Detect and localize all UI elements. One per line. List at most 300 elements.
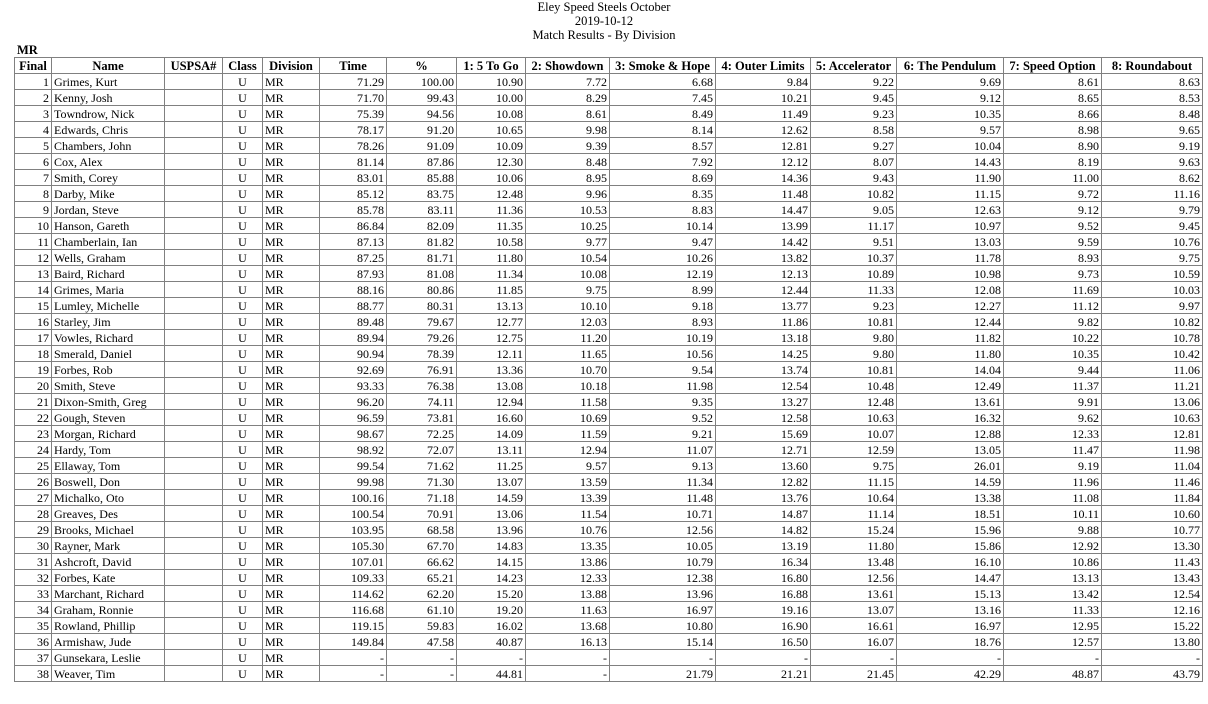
table-cell: MR <box>263 490 320 506</box>
table-row <box>15 538 1203 554</box>
table-cell: 9.19 <box>1102 138 1203 154</box>
table-cell: 11.49 <box>716 106 811 122</box>
table-cell: 62.20 <box>387 586 457 602</box>
table-row <box>15 570 1203 586</box>
table-cell: 11.80 <box>457 250 526 266</box>
table-cell: Darby, Mike <box>52 186 165 202</box>
table-cell: 32 <box>15 570 52 586</box>
table-cell: 93.33 <box>320 378 387 394</box>
table-cell: Edwards, Chris <box>52 122 165 138</box>
column-header: 8: Roundabout <box>1102 58 1203 74</box>
table-cell: 10.19 <box>610 330 716 346</box>
table-cell: 12.19 <box>610 266 716 282</box>
table-cell: 12.03 <box>526 314 610 330</box>
table-cell: 21.79 <box>610 666 716 682</box>
table-cell: 9.75 <box>1102 250 1203 266</box>
table-cell: U <box>223 650 263 666</box>
table-cell: 10.56 <box>610 346 716 362</box>
table-cell: 10.08 <box>526 266 610 282</box>
table-row <box>15 346 1203 362</box>
table-cell: MR <box>263 666 320 682</box>
table-cell: 11.33 <box>1004 602 1102 618</box>
table-cell: 9.72 <box>1004 186 1102 202</box>
table-cell: - <box>320 650 387 666</box>
table-cell: Ellaway, Tom <box>52 458 165 474</box>
table-cell: 9.39 <box>526 138 610 154</box>
table-cell: 48.87 <box>1004 666 1102 682</box>
table-cell <box>165 570 223 586</box>
table-cell <box>165 362 223 378</box>
table-cell: 10.80 <box>610 618 716 634</box>
table-cell: 13.18 <box>716 330 811 346</box>
table-cell: 10.64 <box>811 490 897 506</box>
table-cell: 13.96 <box>457 522 526 538</box>
table-cell: 12.92 <box>1004 538 1102 554</box>
table-cell: 16.88 <box>716 586 811 602</box>
table-cell: 8.61 <box>526 106 610 122</box>
table-cell: 9.82 <box>1004 314 1102 330</box>
table-cell <box>165 234 223 250</box>
table-row <box>15 410 1203 426</box>
table-cell: MR <box>263 554 320 570</box>
table-cell: 8.61 <box>1004 74 1102 90</box>
table-cell: U <box>223 74 263 90</box>
table-cell: 5 <box>15 138 52 154</box>
table-cell: 10.78 <box>1102 330 1203 346</box>
table-cell: 12.33 <box>526 570 610 586</box>
table-cell: 10.70 <box>526 362 610 378</box>
table-cell: 9.27 <box>811 138 897 154</box>
table-cell: 12.81 <box>716 138 811 154</box>
table-row <box>15 298 1203 314</box>
table-cell: 26 <box>15 474 52 490</box>
table-cell: 114.62 <box>320 586 387 602</box>
table-cell: 76.91 <box>387 362 457 378</box>
column-header: 7: Speed Option <box>1004 58 1102 74</box>
table-cell: 34 <box>15 602 52 618</box>
table-row <box>15 650 1203 666</box>
table-row <box>15 602 1203 618</box>
table-cell: 6.68 <box>610 74 716 90</box>
table-cell: 9.45 <box>1102 218 1203 234</box>
table-cell: Forbes, Kate <box>52 570 165 586</box>
table-cell: 8.95 <box>526 170 610 186</box>
table-cell: 10.79 <box>610 554 716 570</box>
table-cell: 12.77 <box>457 314 526 330</box>
match-title: Eley Speed Steels October <box>537 0 671 14</box>
table-cell: 16.07 <box>811 634 897 650</box>
table-cell: 35 <box>15 618 52 634</box>
table-cell: 19.20 <box>457 602 526 618</box>
table-cell: 10.53 <box>526 202 610 218</box>
table-cell: 13.27 <box>716 394 811 410</box>
table-cell: MR <box>263 362 320 378</box>
table-row <box>15 202 1203 218</box>
table-cell: 96.20 <box>320 394 387 410</box>
table-cell: MR <box>263 506 320 522</box>
table-cell: 90.94 <box>320 346 387 362</box>
table-cell: 9.52 <box>610 410 716 426</box>
table-cell: 10.22 <box>1004 330 1102 346</box>
table-cell: Lumley, Michelle <box>52 298 165 314</box>
table-cell <box>165 90 223 106</box>
table-cell: 116.68 <box>320 602 387 618</box>
table-cell: 20 <box>15 378 52 394</box>
table-cell <box>165 554 223 570</box>
table-cell: 14.23 <box>457 570 526 586</box>
table-cell: 12.44 <box>897 314 1004 330</box>
table-cell <box>165 538 223 554</box>
report-subtitle: Match Results - By Division <box>532 28 676 42</box>
table-cell: 91.20 <box>387 122 457 138</box>
table-cell <box>165 586 223 602</box>
table-cell: Hanson, Gareth <box>52 218 165 234</box>
table-cell: 19.16 <box>716 602 811 618</box>
table-cell: - <box>387 666 457 682</box>
table-cell: U <box>223 234 263 250</box>
table-cell: 11.06 <box>1102 362 1203 378</box>
table-row <box>15 490 1203 506</box>
table-cell: Towndrow, Nick <box>52 106 165 122</box>
table-cell: 9.57 <box>526 458 610 474</box>
table-cell: 15.13 <box>897 586 1004 602</box>
table-cell: 13 <box>15 266 52 282</box>
table-cell: 85.12 <box>320 186 387 202</box>
table-cell: Boswell, Don <box>52 474 165 490</box>
table-cell: Smith, Corey <box>52 170 165 186</box>
table-cell: 10.98 <box>897 266 1004 282</box>
table-cell: 9.59 <box>1004 234 1102 250</box>
table-cell: 14.09 <box>457 426 526 442</box>
table-cell: 10.76 <box>526 522 610 538</box>
table-cell: 70.91 <box>387 506 457 522</box>
table-cell: 13.13 <box>1004 570 1102 586</box>
table-cell: 13.36 <box>457 362 526 378</box>
table-row <box>15 282 1203 298</box>
table-cell: 13.74 <box>716 362 811 378</box>
table-cell: 10.14 <box>610 218 716 234</box>
table-cell: 13.07 <box>811 602 897 618</box>
table-cell: 9.57 <box>897 122 1004 138</box>
table-cell: 12.63 <box>897 202 1004 218</box>
table-cell: Weaver, Tim <box>52 666 165 682</box>
table-cell: 3 <box>15 106 52 122</box>
table-cell: 13.76 <box>716 490 811 506</box>
table-cell <box>165 314 223 330</box>
table-cell: 7.45 <box>610 90 716 106</box>
table-cell: - <box>811 650 897 666</box>
table-cell: U <box>223 666 263 682</box>
table-cell <box>165 138 223 154</box>
table-cell: MR <box>263 378 320 394</box>
table-cell: U <box>223 538 263 554</box>
table-cell: 12.27 <box>897 298 1004 314</box>
table-cell: 100.00 <box>387 74 457 90</box>
table-row <box>15 634 1203 650</box>
table-cell: 16.60 <box>457 410 526 426</box>
table-cell: 23 <box>15 426 52 442</box>
table-cell: 8.99 <box>610 282 716 298</box>
table-cell: 10.76 <box>1102 234 1203 250</box>
table-cell: 87.13 <box>320 234 387 250</box>
table-cell: 11.85 <box>457 282 526 298</box>
table-cell: U <box>223 250 263 266</box>
table-cell: 83.01 <box>320 170 387 186</box>
table-cell: Brooks, Michael <box>52 522 165 538</box>
table-cell: 12.71 <box>716 442 811 458</box>
table-cell: 8.19 <box>1004 154 1102 170</box>
table-cell: U <box>223 362 263 378</box>
table-cell <box>165 186 223 202</box>
table-cell: 71.70 <box>320 90 387 106</box>
table-cell: U <box>223 314 263 330</box>
table-cell: 10.25 <box>526 218 610 234</box>
table-cell: 10.81 <box>811 314 897 330</box>
table-cell: 42.29 <box>897 666 1004 682</box>
table-cell: 65.21 <box>387 570 457 586</box>
table-cell: 12.59 <box>811 442 897 458</box>
table-cell: 12.08 <box>897 282 1004 298</box>
table-cell: 10.05 <box>610 538 716 554</box>
table-cell: - <box>897 650 1004 666</box>
table-cell: 31 <box>15 554 52 570</box>
table-cell: 9.18 <box>610 298 716 314</box>
table-cell: 11.78 <box>897 250 1004 266</box>
table-cell: 100.16 <box>320 490 387 506</box>
table-cell: 11.59 <box>526 426 610 442</box>
table-cell: 8.66 <box>1004 106 1102 122</box>
table-cell: MR <box>263 634 320 650</box>
table-cell: 11.63 <box>526 602 610 618</box>
table-cell: 10.26 <box>610 250 716 266</box>
table-cell: 7.92 <box>610 154 716 170</box>
table-cell: 13.48 <box>811 554 897 570</box>
table-cell: 88.16 <box>320 282 387 298</box>
table-cell: 13.43 <box>1102 570 1203 586</box>
table-cell: 12.30 <box>457 154 526 170</box>
table-cell: - <box>320 666 387 682</box>
table-cell: 13.08 <box>457 378 526 394</box>
table-cell: 11 <box>15 234 52 250</box>
table-cell: U <box>223 522 263 538</box>
table-cell: U <box>223 426 263 442</box>
table-cell: 2 <box>15 90 52 106</box>
table-cell: 100.54 <box>320 506 387 522</box>
table-cell: 14.36 <box>716 170 811 186</box>
table-cell: Gunsekara, Leslie <box>52 650 165 666</box>
table-cell: 13.03 <box>897 234 1004 250</box>
table-cell: 85.88 <box>387 170 457 186</box>
table-cell: U <box>223 378 263 394</box>
table-cell: 98.92 <box>320 442 387 458</box>
table-cell: Greaves, Des <box>52 506 165 522</box>
table-cell <box>165 106 223 122</box>
table-row <box>15 234 1203 250</box>
table-cell: - <box>387 650 457 666</box>
table-row <box>15 458 1203 474</box>
table-cell: 13.96 <box>610 586 716 602</box>
table-cell: 15.20 <box>457 586 526 602</box>
table-cell: U <box>223 618 263 634</box>
table-cell: U <box>223 90 263 106</box>
table-cell: 10.03 <box>1102 282 1203 298</box>
table-cell: U <box>223 154 263 170</box>
table-cell: U <box>223 410 263 426</box>
table-cell: 14.47 <box>897 570 1004 586</box>
table-cell: 87.93 <box>320 266 387 282</box>
table-cell: 14.83 <box>457 538 526 554</box>
table-row <box>15 522 1203 538</box>
table-cell: Chamberlain, Ian <box>52 234 165 250</box>
table-cell: 16.32 <box>897 410 1004 426</box>
table-cell: MR <box>263 474 320 490</box>
column-header: % <box>387 58 457 74</box>
match-date: 2019-10-12 <box>574 14 634 28</box>
table-cell: MR <box>263 570 320 586</box>
table-cell <box>165 250 223 266</box>
table-cell: 9.97 <box>1102 298 1203 314</box>
table-cell: 16.90 <box>716 618 811 634</box>
table-cell: Chambers, John <box>52 138 165 154</box>
table-cell: 9.88 <box>1004 522 1102 538</box>
table-cell: 1 <box>15 74 52 90</box>
table-cell: 10.82 <box>1102 314 1203 330</box>
table-cell: 72.25 <box>387 426 457 442</box>
table-cell: 12.94 <box>457 394 526 410</box>
table-cell: 10.35 <box>1004 346 1102 362</box>
table-cell: 8.58 <box>811 122 897 138</box>
table-cell: 13.59 <box>526 474 610 490</box>
table-cell: 8.48 <box>526 154 610 170</box>
table-cell: 9.54 <box>610 362 716 378</box>
table-cell: 8.93 <box>610 314 716 330</box>
table-cell: 27 <box>15 490 52 506</box>
table-cell: MR <box>263 394 320 410</box>
table-row <box>15 106 1203 122</box>
table-cell: 9.05 <box>811 202 897 218</box>
table-cell: 9.35 <box>610 394 716 410</box>
column-header: 3: Smoke & Hope <box>610 58 716 74</box>
table-cell: 12 <box>15 250 52 266</box>
table-cell: MR <box>263 538 320 554</box>
table-cell: 33 <box>15 586 52 602</box>
table-cell <box>165 218 223 234</box>
table-cell: 13.35 <box>526 538 610 554</box>
table-cell: - <box>526 666 610 682</box>
table-cell: MR <box>263 458 320 474</box>
table-cell: MR <box>263 234 320 250</box>
table-cell: U <box>223 554 263 570</box>
table-cell: 13.42 <box>1004 586 1102 602</box>
table-cell <box>165 330 223 346</box>
table-cell <box>165 394 223 410</box>
header-row <box>15 58 1203 74</box>
table-cell: Morgan, Richard <box>52 426 165 442</box>
table-cell: 11.80 <box>897 346 1004 362</box>
column-header: Division <box>263 58 320 74</box>
table-cell: 44.81 <box>457 666 526 682</box>
table-cell: - <box>1004 650 1102 666</box>
table-cell: 4 <box>15 122 52 138</box>
table-cell: 87.86 <box>387 154 457 170</box>
table-cell: 9.51 <box>811 234 897 250</box>
table-cell: 8.53 <box>1102 90 1203 106</box>
table-cell <box>165 282 223 298</box>
table-cell: 12.81 <box>1102 426 1203 442</box>
table-row <box>15 266 1203 282</box>
table-cell: 8.48 <box>1102 106 1203 122</box>
table-cell: 12.54 <box>716 378 811 394</box>
table-cell <box>165 458 223 474</box>
table-cell: 10.35 <box>897 106 1004 122</box>
column-header: 4: Outer Limits <box>716 58 811 74</box>
table-cell <box>165 618 223 634</box>
table-cell: Baird, Richard <box>52 266 165 282</box>
table-cell: 9.98 <box>526 122 610 138</box>
table-cell: 13.06 <box>1102 394 1203 410</box>
table-cell: Wells, Graham <box>52 250 165 266</box>
table-cell: 81.71 <box>387 250 457 266</box>
table-cell: Gough, Steven <box>52 410 165 426</box>
table-cell: 13.80 <box>1102 634 1203 650</box>
table-cell: MR <box>263 170 320 186</box>
table-cell: 15.14 <box>610 634 716 650</box>
table-cell: Grimes, Maria <box>52 282 165 298</box>
table-cell: 11.82 <box>897 330 1004 346</box>
table-cell: 10.86 <box>1004 554 1102 570</box>
table-cell: MR <box>263 618 320 634</box>
table-cell: U <box>223 634 263 650</box>
table-cell: MR <box>263 346 320 362</box>
table-cell: 47.58 <box>387 634 457 650</box>
table-cell: 11.17 <box>811 218 897 234</box>
table-cell: 40.87 <box>457 634 526 650</box>
table-cell: 149.84 <box>320 634 387 650</box>
table-cell: 15 <box>15 298 52 314</box>
table-cell: 13.77 <box>716 298 811 314</box>
table-cell: Kenny, Josh <box>52 90 165 106</box>
table-cell: U <box>223 474 263 490</box>
table-cell: U <box>223 442 263 458</box>
table-cell: 11.20 <box>526 330 610 346</box>
table-cell: 12.56 <box>610 522 716 538</box>
table-cell: 17 <box>15 330 52 346</box>
table-row <box>15 330 1203 346</box>
table-cell: U <box>223 218 263 234</box>
table-row <box>15 362 1203 378</box>
table-cell: - <box>716 650 811 666</box>
table-cell: 83.75 <box>387 186 457 202</box>
table-cell: 99.98 <box>320 474 387 490</box>
table-cell: 11.98 <box>610 378 716 394</box>
table-cell: 16.97 <box>610 602 716 618</box>
table-cell: 10.04 <box>897 138 1004 154</box>
table-row <box>15 378 1203 394</box>
table-cell: 79.67 <box>387 314 457 330</box>
table-cell: 12.94 <box>526 442 610 458</box>
table-cell: 15.22 <box>1102 618 1203 634</box>
table-cell: 13.11 <box>457 442 526 458</box>
table-cell <box>165 74 223 90</box>
table-cell: 11.54 <box>526 506 610 522</box>
table-cell: 14.25 <box>716 346 811 362</box>
table-cell: U <box>223 346 263 362</box>
table-cell: MR <box>263 650 320 666</box>
table-cell: MR <box>263 250 320 266</box>
table-cell: 18.51 <box>897 506 1004 522</box>
table-cell: 6 <box>15 154 52 170</box>
table-cell: 10.58 <box>457 234 526 250</box>
